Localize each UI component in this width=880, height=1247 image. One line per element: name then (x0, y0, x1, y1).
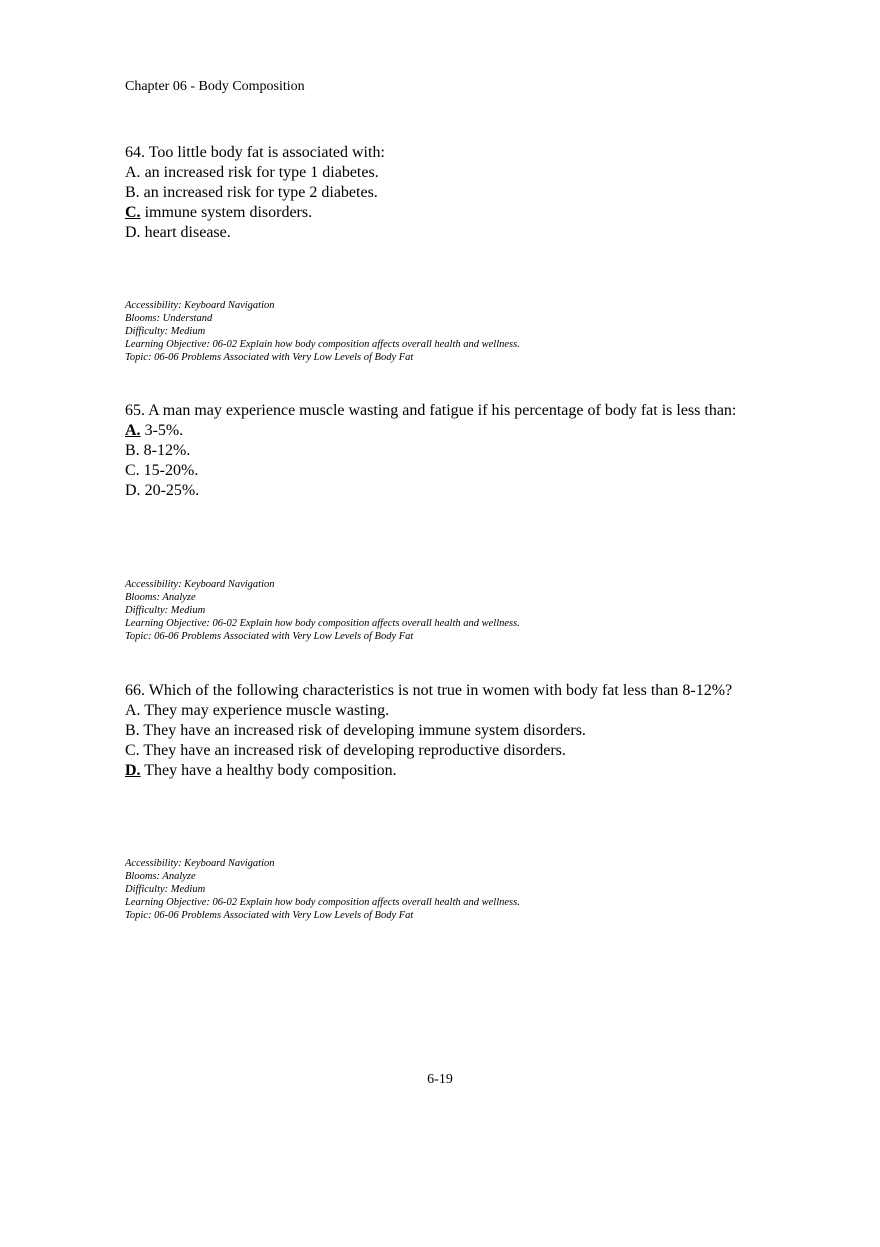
option-letter: D. (125, 482, 141, 499)
question-stem: 64. Too little body fat is associated with: (125, 144, 385, 161)
option-letter: C. (125, 742, 140, 759)
meta-blooms: Blooms: Understand (125, 313, 213, 324)
question-64 (125, 143, 755, 243)
option-d (125, 223, 755, 243)
option-letter: A. (125, 702, 141, 719)
option-b (125, 721, 755, 741)
question-stem: 65. A man may experience muscle wasting and fatigue if his percentage of body fat is less than: (125, 402, 737, 419)
meta-difficulty: Difficulty: Medium (125, 326, 206, 337)
option-c (125, 741, 755, 761)
option-c-correct (125, 203, 755, 223)
meta-difficulty: Difficulty: Medium (125, 605, 206, 616)
meta-objective: Learning Objective: 06-02 Explain how body composition affects overall health and wellness. (125, 618, 520, 629)
option-text: an increased risk for type 2 diabetes. (139, 184, 378, 201)
question-65-metadata (125, 578, 520, 643)
meta-blooms: Blooms: Analyze (125, 871, 196, 882)
question-64-metadata (125, 299, 520, 364)
meta-objective: Learning Objective: 06-02 Explain how body composition affects overall health and wellness. (125, 897, 520, 908)
meta-difficulty: Difficulty: Medium (125, 884, 206, 895)
option-text: They have an increased risk of developing immune system disorders. (139, 722, 586, 739)
option-text: 8-12%. (139, 442, 191, 459)
option-a (125, 701, 755, 721)
option-letter: A. (125, 164, 141, 181)
option-d-correct (125, 761, 755, 781)
option-c (125, 461, 755, 481)
meta-topic: Topic: 06-06 Problems Associated with Very Low Levels of Body Fat (125, 910, 414, 921)
page-number: 6-19 (427, 1072, 453, 1087)
option-text: They may experience muscle wasting. (140, 702, 390, 719)
meta-accessibility: Accessibility: Keyboard Navigation (125, 579, 275, 590)
option-text: immune system disorders. (140, 204, 313, 221)
option-letter-correct: D. (125, 762, 141, 779)
option-b (125, 183, 755, 203)
option-letter: D. (125, 224, 141, 241)
meta-topic: Topic: 06-06 Problems Associated with Very Low Levels of Body Fat (125, 352, 414, 363)
option-letter: B. (125, 184, 140, 201)
option-letter: B. (125, 722, 140, 739)
option-text: an increased risk for type 1 diabetes. (140, 164, 379, 181)
meta-topic: Topic: 06-06 Problems Associated with Very Low Levels of Body Fat (125, 631, 414, 642)
option-a (125, 163, 755, 183)
meta-accessibility: Accessibility: Keyboard Navigation (125, 300, 275, 311)
meta-blooms: Blooms: Analyze (125, 592, 196, 603)
option-text: 3-5%. (140, 422, 184, 439)
chapter-header: Chapter 06 - Body Composition (125, 79, 305, 94)
option-text: 15-20%. (139, 462, 199, 479)
option-letter: C. (125, 462, 140, 479)
option-d (125, 481, 755, 501)
meta-objective: Learning Objective: 06-02 Explain how body composition affects overall health and wellness. (125, 339, 520, 350)
meta-accessibility: Accessibility: Keyboard Navigation (125, 858, 275, 869)
option-letter-correct: C. (125, 204, 141, 221)
option-a-correct (125, 421, 755, 441)
question-66 (125, 681, 755, 781)
question-stem: 66. Which of the following characteristics is not true in women with body fat less than 8-12%? (125, 682, 733, 699)
option-text: heart disease. (140, 224, 231, 241)
option-text: They have a healthy body composition. (140, 762, 397, 779)
option-text: They have an increased risk of developing reproductive disorders. (139, 742, 566, 759)
question-65 (125, 401, 755, 501)
option-b (125, 441, 755, 461)
option-letter-correct: A. (125, 422, 141, 439)
option-letter: B. (125, 442, 140, 459)
option-text: 20-25%. (140, 482, 200, 499)
question-66-metadata (125, 857, 520, 922)
